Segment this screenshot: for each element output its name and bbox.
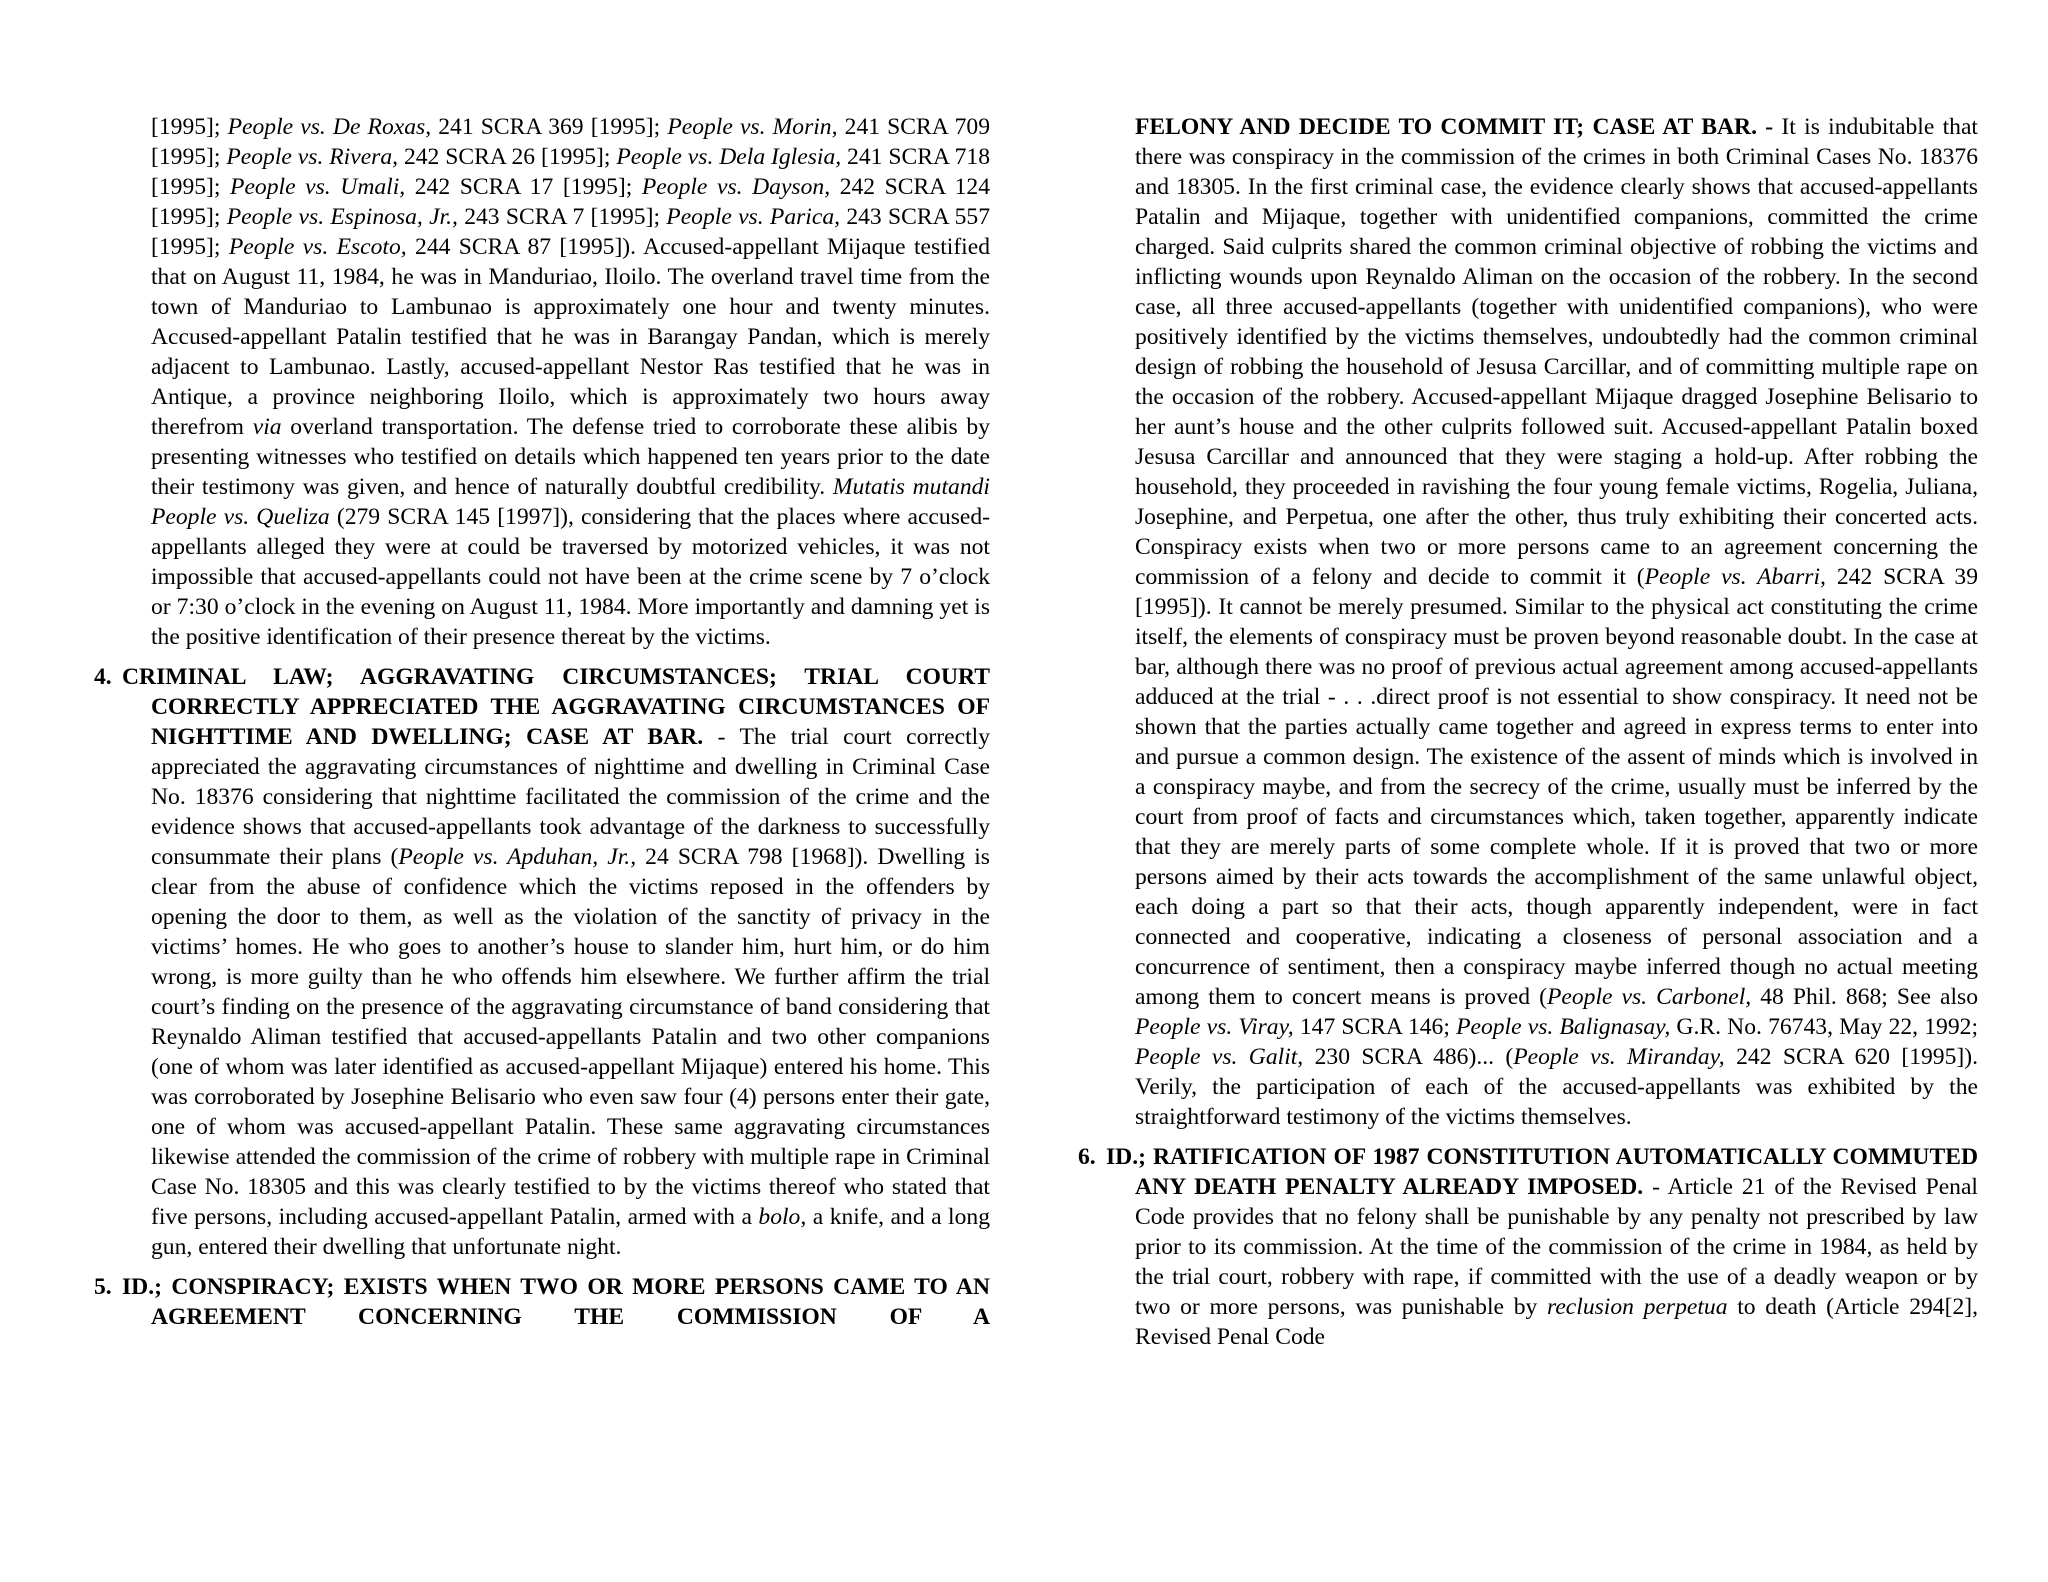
item-heading: ID.; CONSPIRACY; EXISTS WHEN TWO OR MORE PERSONS CAME TO AN AGREEMENT CONCERNING THE COMMISSION OF A — [122, 1274, 990, 1330]
italic-citation: reclusion perpetua — [1547, 1294, 1728, 1320]
text-run: G.R. No. 76743, May 22, 1992; — [1670, 1014, 1978, 1040]
text-run: It is indubitable that there was conspiracy in the commission of the crimes in both Criminal Cases No. 18376 and 18305. In the first criminal case, the evidence clearly shows that accused-appellants Patalin and Mijaque, together with unidentified companions, committed the crime charged. Said culprits shared the common criminal objective of robbing the victims and inflicting wounds upon Reynaldo Aliman on the occasion of the robbery. In the second case, all three accused-appellants (together with unidentified companions), who were positively identified by the victims themselves, undoubtedly had the common criminal design of robbing the household of Jesusa Carcillar, and of committing multiple rape on the occasion of the robbery. Accused-appellant Mijaque dragged Josephine Belisario to her aunt’s house and the other culprits followed suit. Accused-appellant Patalin boxed Jesusa Carcillar and announced that they were staging a hold-up. After robbing the household, they proceeded in ravishing the four young female victims, Rogelia, Juliana, Josephine, and Perpetua, one after the other, thus truly exhibiting their concerted acts. Conspiracy exists when two or more persons came to an agreement concerning the commission of a felony and decide to commit it ( — [1135, 114, 1978, 590]
text-run: 241 SCRA 718 [1995]; — [151, 144, 990, 200]
item-number: 6. — [1078, 1144, 1096, 1170]
italic-citation: People vs. Viray, — [1135, 1014, 1294, 1040]
text-run: 230 SCRA 486)... ( — [1303, 1044, 1514, 1070]
left-column — [94, 112, 990, 1332]
italic-citation: People vs. Carbonel, — [1546, 984, 1752, 1010]
text-run: [1995]; — [151, 114, 228, 140]
italic-citation: bolo, — [758, 1204, 807, 1230]
text-run: 242 SCRA 124 [1995]; — [151, 174, 990, 230]
text-run: 241 SCRA 709 [1995]; — [151, 114, 991, 170]
italic-citation: People vs. Espinosa, Jr., — [226, 204, 458, 230]
text-run: 241 SCRA 369 [1995]; — [431, 114, 668, 140]
italic-citation: People vs. Umali, — [230, 174, 406, 200]
item-heading: CRIMINAL LAW; AGGRAVATING CIRCUMSTANCES; TRIAL COURT CORRECTLY APPRECIATED THE AGGRAVATING CIRCUMSTANCES OF NIGHTTIME AND DWELLING; CASE AT BAR. — [122, 664, 990, 750]
italic-citation: People vs. Escoto, — [228, 234, 407, 260]
italic-citation: People vs. Rivera, — [226, 144, 399, 170]
italic-citation: People vs. Apduhan, Jr., — [398, 844, 637, 870]
text-run: (279 SCRA 145 [1997]), considering that the places where accused-appellants alleged they were at could be traversed by motorized vehicles, it was not impossible that accused-appellants could not have been at the crime scene by 7 o’clock or 7:30 o’clock in the evening on August 11, 1984. More importantly and damning yet is the positive identification of their presence thereat by the victims. — [151, 504, 990, 650]
text-run: 242 SCRA 17 [1995]; — [405, 174, 642, 200]
list-item-4 — [94, 662, 990, 1262]
list-item-6 — [1078, 1142, 1978, 1352]
italic-citation: People vs. Abarri, — [1644, 564, 1826, 590]
item-number: 5. — [94, 1274, 112, 1300]
text-run: a knife, and a long gun, entered their dwelling that unfortunate night. — [151, 1204, 990, 1260]
paragraph-alibi-continued — [151, 112, 990, 652]
italic-citation: People vs. Dayson, — [641, 174, 831, 200]
italic-citation: People vs. Balignasay, — [1456, 1014, 1671, 1040]
text-run: 244 SCRA 87 [1995]). Accused-appellant Mijaque testified that on August 11, 1984, he was in Manduriao, Iloilo. The overland travel time from the town of Manduriao to Lambunao is approximately one hour and twenty minutes. Accused-appellant Patalin testified that he was in Barangay Pandan, which is merely adjacent to Lambunao. Lastly, accused-appellant Nestor Ras testified that he was in Antique, a province neighboring Iloilo, which is approximately two hours away therefrom — [151, 234, 990, 440]
text-run: 242 SCRA 39 [1995]). It cannot be merely presumed. Similar to the physical act constituting the crime itself, the elements of conspiracy must be proven beyond reasonable doubt. In the case at bar, although there was no proof of previous actual agreement among accused-appellants adduced at the trial - . . .direct proof is not essential to show conspiracy. It need not be shown that the parties actually came together and agreed in express terms to enter into and pursue a common design. The existence of the assent of minds which is involved in a conspiracy maybe, and from the secrecy of the crime, usually must be inferred by the court from proof of facts and circumstances which, taken together, apparently indicate that they are merely parts of some complete whole. If it is proved that two or more persons aimed by their acts towards the accomplishment of the same unlawful object, each doing a part so that their acts, though apparently independent, were in fact connected and cooperative, indicating a closeness of personal association and a concurrence of sentiment, then a conspiracy maybe inferred though no actual meeting among them to concert means is proved ( — [1135, 564, 1978, 1010]
italic-citation: Mutatis mutandi People vs. Queliza — [151, 474, 990, 530]
italic-citation: People vs. De Roxas, — [227, 114, 432, 140]
text-run: 243 SCRA 557 [1995]; — [151, 204, 991, 260]
text-run: 24 SCRA 798 [1968]). Dwelling is clear from the abuse of confidence which the victims reposed in the offenders by opening the door to them, as well as the violation of the sanctity of privacy in the victims’ homes. He who goes to another’s house to slander him, hurt him, or do him wrong, is more guilty than he who offends him elsewhere. We further affirm the trial court’s finding on the presence of the aggravating circumstance of band considering that Reynaldo Aliman testified that accused-appellants Patalin and two other companions (one of whom was later identified as accused-appellant Mijaque) entered his home. This was corroborated by Josephine Belisario who even saw four (4) persons enter their gate, one of whom was accused-appellant Patalin. These same aggravating circumstances likewise attended the commission of the crime of robbery with multiple rape in Criminal Case No. 18305 and this was clearly testified to by the victims thereof who stated that five persons, including accused-appellant Patalin, armed with a — [151, 844, 990, 1230]
text-run: 147 SCRA 146; — [1293, 1014, 1457, 1040]
list-item-5 — [94, 1272, 990, 1332]
text-run: - The trial court correctly appreciated the aggravating circumstances of nighttime and dwelling in Criminal Case No. 18376 considering that nighttime facilitated the commission of the crime and the evidence shows that accused-appellants took advantage of the darkness to successfully consummate their plans ( — [151, 724, 990, 870]
text-run: 48 Phil. 868; See also — [1751, 984, 1979, 1010]
text-run: 242 SCRA 620 [1995]). Verily, the participation of each of the accused-appellants was exhibited by the straightforward testimony of the victims themselves. — [1135, 1044, 1978, 1130]
italic-citation: People vs. Dela Iglesia, — [616, 144, 842, 170]
item-body — [151, 724, 990, 1260]
item-number: 4. — [94, 664, 112, 690]
paragraph-conspiracy-continued — [1135, 112, 1978, 1132]
text-run: 242 SCRA 26 [1995]; — [398, 144, 617, 170]
italic-citation: People vs. Parica, — [666, 204, 841, 230]
text-run: overland transportation. The defense tried to corroborate these alibis by presenting witnesses who testified on details which happened ten years prior to the date their testimony was given, and hence of naturally doubtful credibility. — [151, 414, 990, 500]
item-body — [1135, 114, 1978, 1130]
text-run: - Article 21 of the Revised Penal Code provides that no felony shall be punishable by any penalty not prescribed by law prior to its commission. At the time of the commission of the crime in 1984, as held by the trial court, robbery with rape, if committed with the use of a deadly weapon or by two or more persons, was punishable by — [1135, 1174, 1978, 1320]
italic-citation: People vs. Morin, — [667, 114, 838, 140]
item-heading: ID.; RATIFICATION OF 1987 CONSTITUTION AUTOMATICALLY COMMUTED ANY DEATH PENALTY ALREADY IMPOSED. — [1106, 1144, 1978, 1200]
item-heading-continued: FELONY AND DECIDE TO COMMIT IT; CASE AT BAR. - — [1135, 114, 1774, 140]
text-run: to death (Article 294[2], Revised Penal Code — [1135, 1294, 1978, 1350]
right-column — [1078, 112, 1978, 1352]
text-run: 243 SCRA 7 [1995]; — [457, 204, 667, 230]
item-body — [1135, 1174, 1978, 1350]
italic-citation: People vs. Miranday, — [1513, 1044, 1725, 1070]
italic-citation: via — [252, 414, 282, 440]
italic-citation: People vs. Galit, — [1135, 1044, 1304, 1070]
